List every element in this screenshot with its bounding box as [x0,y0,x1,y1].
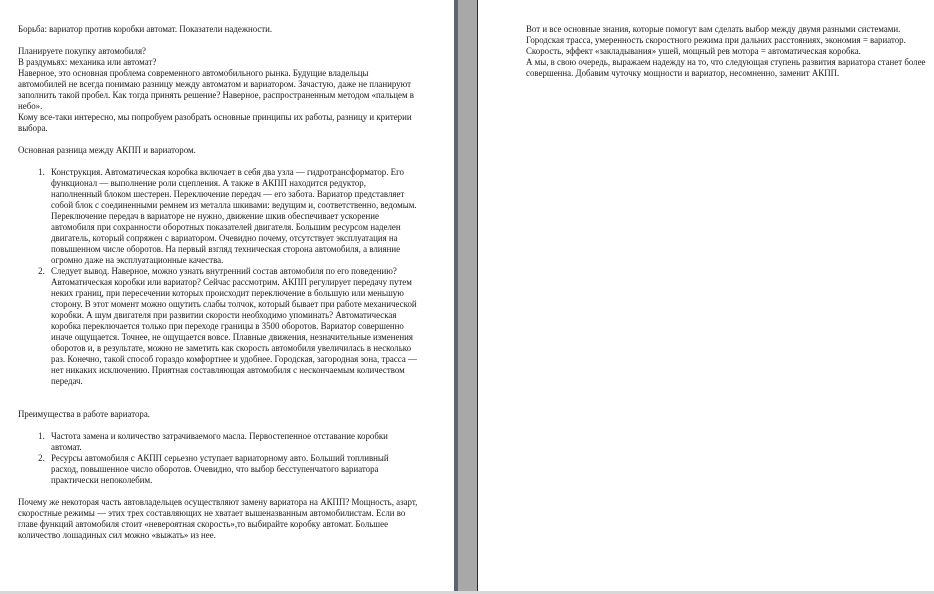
right-paragraph-3: Скорость, эффект «закладывания» ушей, мощный рев мотора = автоматическая коробка. [526,46,861,56]
list-item: 1. Частота замена и количество затрачиваемого масла. Первостепенное отставание коробки автомат. [47,431,418,453]
closing-paragraph: Почему же некоторая часть автовладельцев осуществляют замену вариатора на АКПП? Мощность, азарт, скоростные режимы — этих трех составляющих не хватает вышеназванным автомобилистам. Если во главе функций автомобиля стоит «невероятная скорость»,то выбирайте коробку автомат. Большее количество лошадиных сил можно «выжать» из нее. [18,497,418,540]
differences-list [18,167,418,387]
list-item: 2. Ресурсы автомобиля с АКПП серьезно уступает вариаторному авто. Больший топливный расход, повышенное число оборотов. Очевидно, что выбор бесступенчатого вариатора практически непоколебим. [47,453,418,486]
page-right-content [526,24,926,79]
advantages-list [18,431,418,486]
list-item: 1. Конструкция. Автоматическая коробка включает в себя два узла — гидротрансформатор. Его функционал — выполнение роли сцепления. А также в АКПП находится редуктор, наполненный блоком шестерен. Переключение передач — его забота. Вариатор представляет собой блок с соединенными ремнем из металла шкивами: ведущим и, соответственно, ведомым. Переключение передач в вариаторе не нужно, движение шкив обеспечивает ускорение автомобиля при сохранности оборотных показателей двигателя. Большим ресурсом наделен двигатель, который сопряжен с вариатором. Очевидно почему, отсутствует эксплуатация на повышенном числе оборотов. На первый взгляд техническая сторона автомобиля, а влияние огромно даже на эксплуатационные качества. [47,167,418,266]
list-item: 2. Следует вывод. Наверное, можно узнать внутренний состав автомобиля по его поведению? Автоматическая коробки или вариатор? Сейчас рассмотрим. АКПП регулирует передачу путем неких границ, при пересечении которых происходит переключение в большую или меньшую сторону. В этот момент можно ощутить слабы толчок, который бывает при работе механической коробки. А шум двигателя при развитии скорости необходимо упоминать? Автоматическая коробка переключается только при переходе границы в 3500 оборотов. Вариатор совершенно иначе ощущается. Точнее, не ощущается вовсе. Плавные движения, незначительные изменения оборотов и, в результате, можно не заметить как скорость автомобиля увеличилась в несколько раз. Конечно, такой способ гораздо комфортнее и удобнее. Городская, загородная зона, трасса — нет никаких исключению. Приятная составляющая автомобиля с нескончаемым количеством передач. [47,266,418,387]
intro-paragraph: Наверное, это основная проблема современного автомобильного рынка. Будущие владельцы автомобилей не всегда понимаю разницу между автоматом и вариатором. Зачастую, даже не планируют заполнить такой пробел. Как тогда принять решение? Наверное, распространенным методом «пальцем в небо». [18,68,414,111]
right-paragraph-1: Вот и все основные знания, которые помогут вам сделать выбор между двумя разными системами. [526,24,901,34]
intro-question-1: Планируете покупку автомобиля? [18,46,147,56]
right-paragraph-4: А мы, в свою очередь, выражаем надежду на то, что следующая ступень развития вариатора станет более совершенна. Добавим чуточку мощности и вариатор, несомненно, заменит АКПП. [526,57,926,78]
right-paragraph-2: Городская трасса, умеренность скоростного режима при дальних расстояниях, экономия = вариатор. [526,35,906,45]
document-page-left [0,0,454,594]
document-title: Борьба: вариатор против коробки автомат. Показатели надежности. [18,24,273,34]
intro-last-line: Кому все-таки интересно, мы попробуем разобрать основные принципы их работы, разницу и критерии выбора. [18,112,412,133]
section-heading-differences: Основная разница между АКПП и вариатором. [18,145,196,155]
page-gutter-shadow [454,0,458,594]
document-page-right [478,0,934,594]
page-left-content [18,24,418,541]
section-heading-advantages: Преимущества в работе вариатора. [18,409,150,419]
intro-question-2: В раздумьях: механика или автомат? [18,57,157,67]
